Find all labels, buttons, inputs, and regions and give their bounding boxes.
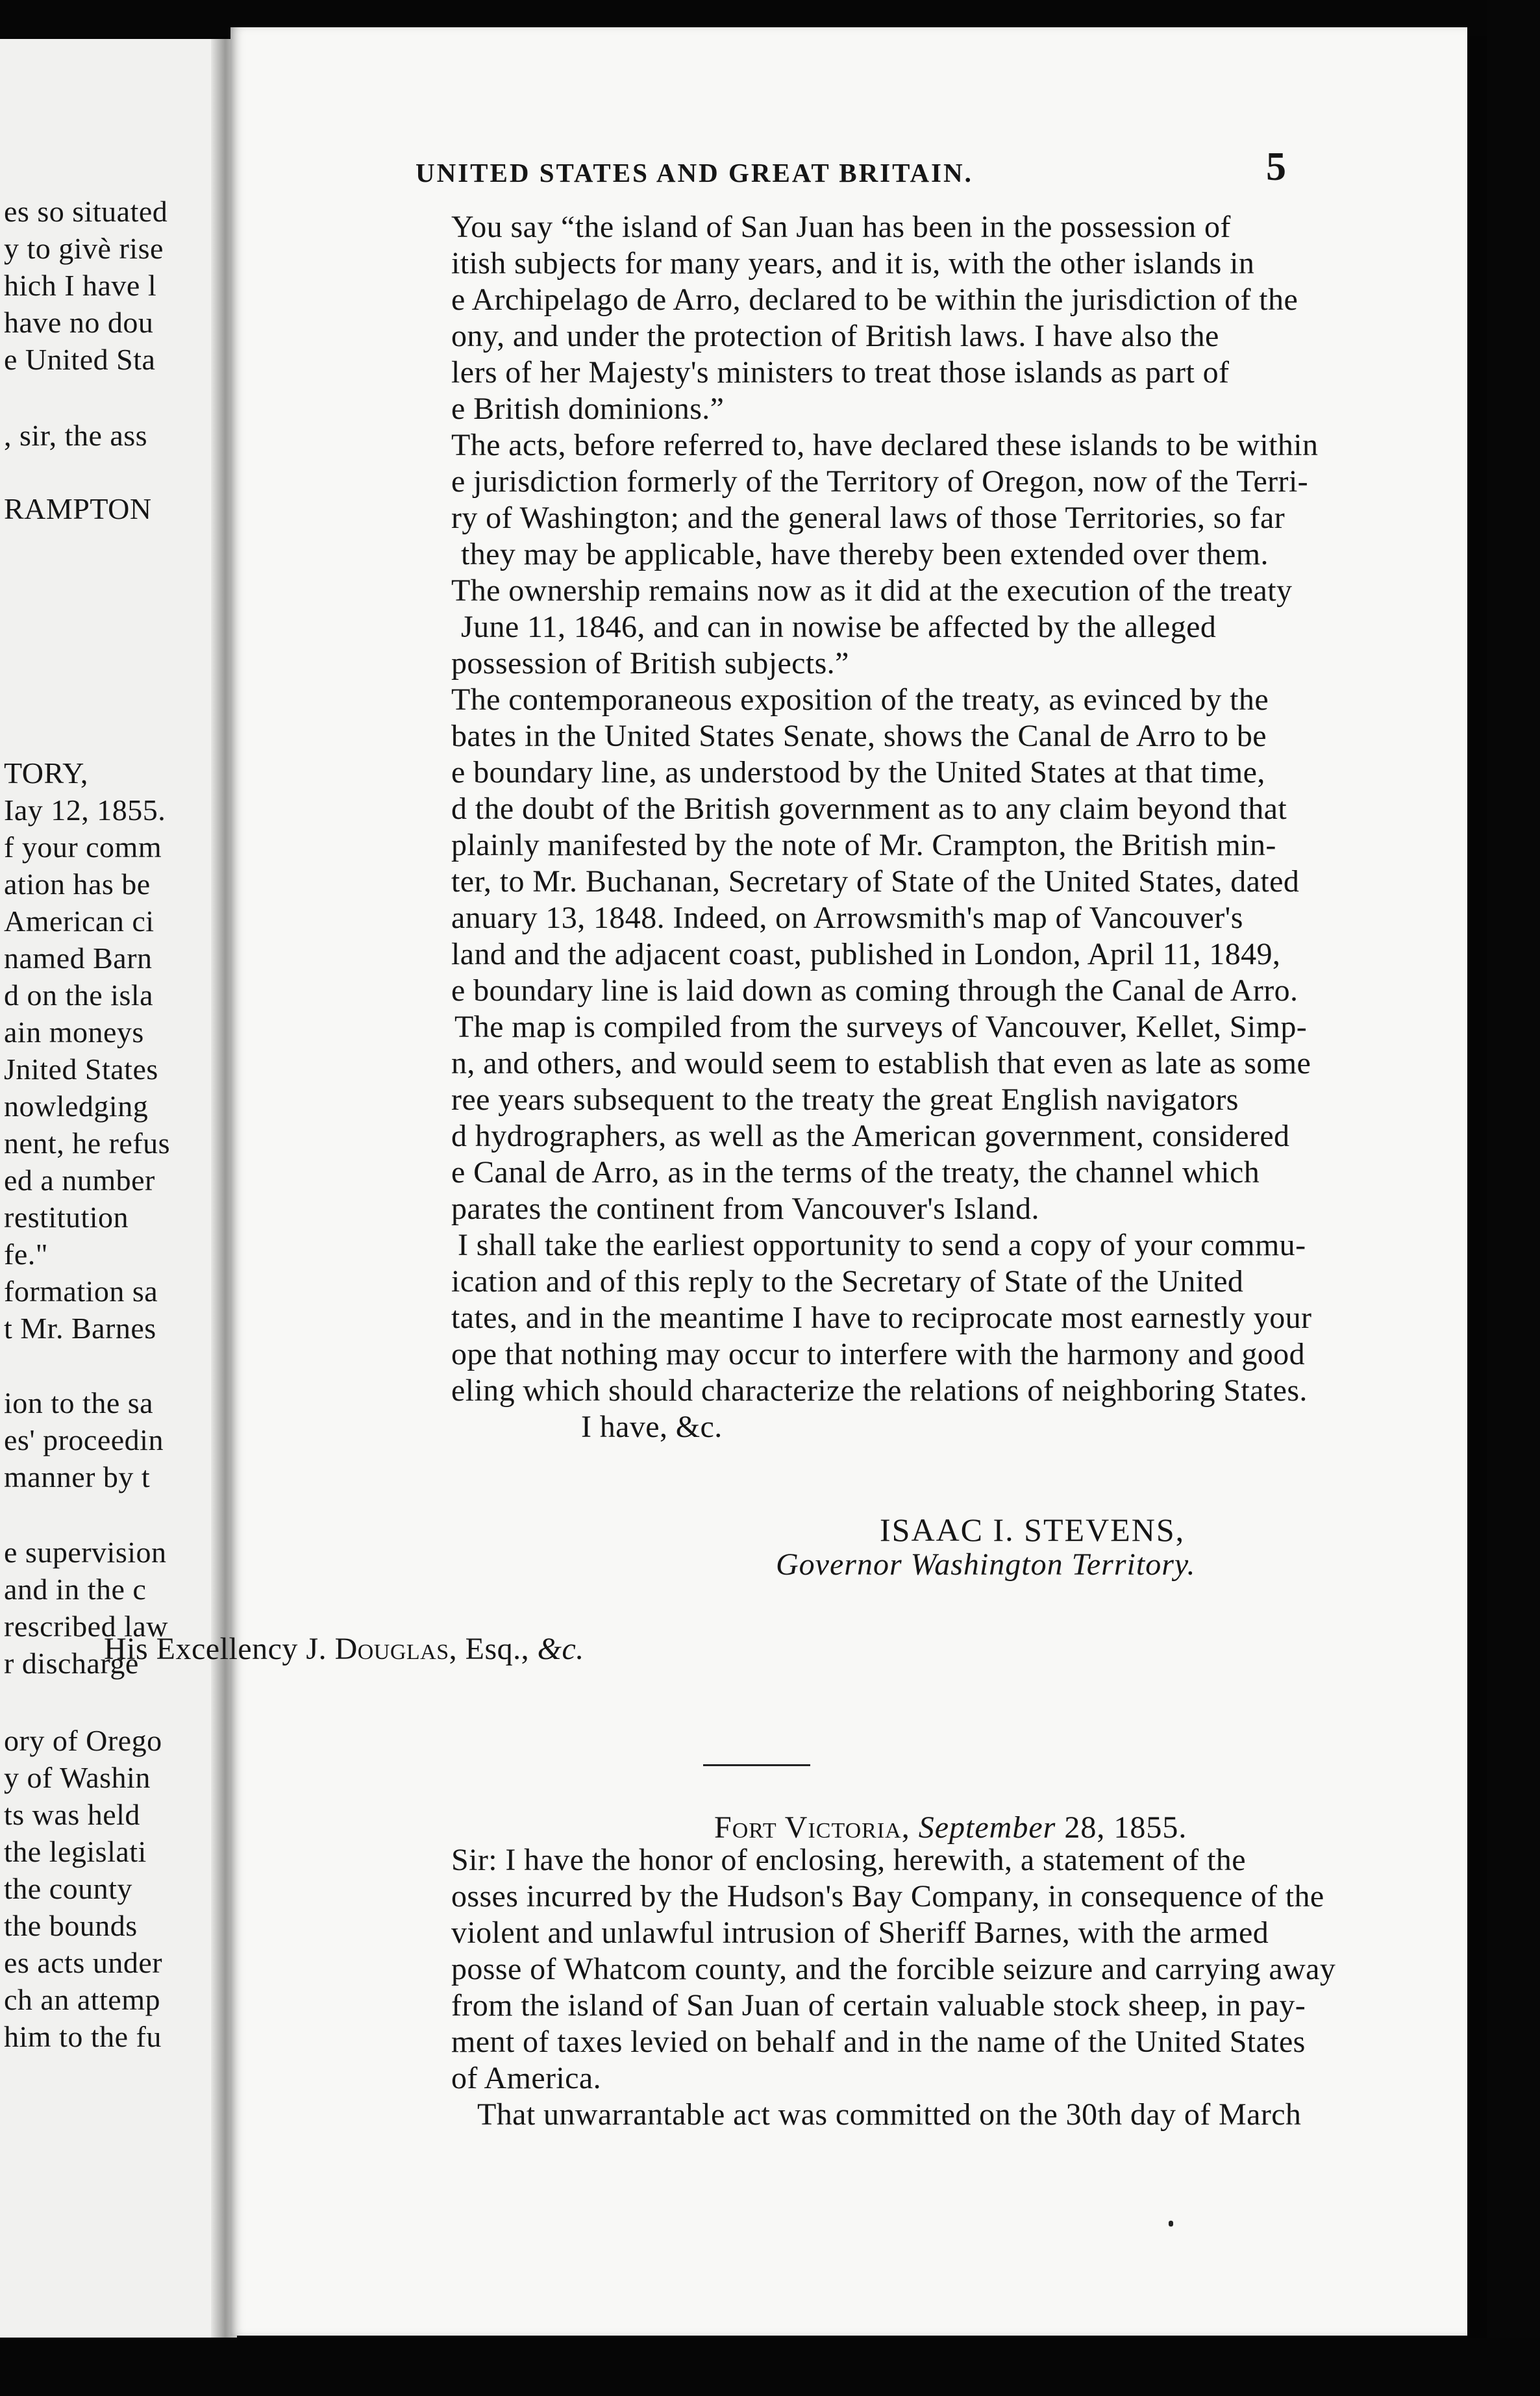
facing-page-line: ation has be bbox=[4, 867, 151, 901]
facing-page-line: TORY, bbox=[4, 756, 88, 790]
body-text-line: n, and others, and would seem to establish that even as late as some bbox=[451, 1046, 1311, 1080]
body-text-line: The ownership remains now as it did at the execution of the treaty bbox=[451, 573, 1293, 608]
facing-page-line: ion to the sa bbox=[4, 1386, 154, 1419]
body-text-line: I have, &c. bbox=[581, 1410, 723, 1444]
section-divider bbox=[703, 1764, 810, 1766]
body-text-line: I shall take the earliest opportunity to send a copy of your commu- bbox=[458, 1228, 1306, 1262]
body-text-line: tates, and in the meantime I have to reciprocate most earnestly your bbox=[451, 1301, 1312, 1335]
scan-speck bbox=[1169, 2221, 1173, 2227]
facing-page-line: nowledging bbox=[4, 1090, 149, 1123]
body-text-line: e Canal de Arro, as in the terms of the treaty, the channel which bbox=[451, 1155, 1260, 1190]
body-text-line: lers of her Majesty's ministers to treat those islands as part of bbox=[451, 355, 1230, 390]
dateline-comma: , bbox=[901, 1810, 919, 1845]
addressee-suffix: , Esq., bbox=[449, 1632, 538, 1666]
signature-name: ISAAC I. STEVENS, bbox=[880, 1512, 1186, 1548]
facing-page-line: American ci bbox=[4, 905, 155, 938]
facing-page-line: formation sa bbox=[4, 1275, 158, 1308]
body-text-line: land and the adjacent coast, published in London, April 11, 1849, bbox=[451, 937, 1281, 971]
dateline-place: Fort Victoria bbox=[714, 1810, 902, 1845]
body-text-line: ope that nothing may occur to interfere with the harmony and good bbox=[451, 1337, 1305, 1371]
facing-page-line: es so situated bbox=[4, 195, 168, 228]
body-text-line: e British dominions.” bbox=[451, 392, 725, 426]
body-text-line: eling which should characterize the relations of neighboring States. bbox=[451, 1373, 1308, 1408]
body-text-line: The acts, before referred to, have declared these islands to be within bbox=[451, 428, 1319, 462]
addressee-name: Douglas bbox=[334, 1632, 449, 1666]
addressee-etc: &c. bbox=[537, 1632, 584, 1666]
facing-page-line: f your comm bbox=[4, 830, 162, 864]
body-text-line: anuary 13, 1848. Indeed, on Arrowsmith's map of Vancouver's bbox=[451, 901, 1243, 935]
addressee bbox=[104, 1631, 584, 1667]
body-text-line: plainly manifested by the note of Mr. Crampton, the British min- bbox=[451, 828, 1276, 862]
body-text-line: d the doubt of the British government as to any claim beyond that bbox=[451, 792, 1287, 826]
body-text-line: itish subjects for many years, and it is, with the other islands in bbox=[451, 246, 1255, 281]
facing-page-line: Jnited States bbox=[4, 1053, 158, 1086]
facing-page-line: have no dou bbox=[4, 306, 154, 339]
body-text-line: You say “the island of San Juan has been in the possession of bbox=[451, 210, 1231, 244]
scan-border-bottom bbox=[0, 2338, 1540, 2396]
facing-page-line: es' proceedin bbox=[4, 1423, 164, 1456]
signature-title: Governor Washington Territory. bbox=[776, 1547, 1196, 1582]
facing-page-line: es acts under bbox=[4, 1946, 163, 1979]
facing-page-line: RAMPTON bbox=[4, 492, 152, 525]
facing-page-line: y of Washin bbox=[4, 1761, 151, 1794]
body-text-line: bates in the United States Senate, shows the Canal de Arro to be bbox=[451, 719, 1267, 753]
facing-page-line: the county bbox=[4, 1872, 132, 1905]
scan-border-right bbox=[1487, 0, 1540, 2396]
facing-page-line: y to givè rise bbox=[4, 232, 164, 265]
facing-page-line: the legislati bbox=[4, 1835, 147, 1868]
facing-page-line: ch an attemp bbox=[4, 1983, 161, 2016]
facing-page-line: named Barn bbox=[4, 942, 153, 975]
facing-page-line: rescribed law bbox=[4, 1610, 168, 1643]
dateline-month: September bbox=[918, 1810, 1056, 1845]
body-text-line: possession of British subjects.” bbox=[451, 646, 849, 680]
facing-page-line: hich I have l bbox=[4, 269, 157, 302]
body-text-line: Sir: I have the honor of enclosing, herewith, a statement of the bbox=[451, 1843, 1246, 1877]
facing-page-fragment bbox=[0, 39, 221, 2338]
facing-page-line: manner by t bbox=[4, 1460, 151, 1493]
dateline bbox=[714, 1810, 1187, 1845]
body-text-line: ment of taxes levied on behalf and in the name of the United States bbox=[451, 2025, 1306, 2059]
dateline-year: 28, 1855. bbox=[1056, 1810, 1187, 1845]
facing-page-line: the bounds bbox=[4, 1909, 138, 1942]
body-text-line: ter, to Mr. Buchanan, Secretary of State of the United States, dated bbox=[451, 864, 1300, 899]
body-text-line: ree years subsequent to the treaty the great English navigators bbox=[451, 1082, 1239, 1117]
facing-page-line: nent, he refus bbox=[4, 1127, 171, 1160]
body-text-line: e Archipelago de Arro, declared to be within the jurisdiction of the bbox=[451, 282, 1298, 317]
page-number: 5 bbox=[1266, 145, 1286, 189]
body-text-line: ony, and under the protection of British laws. I have also the bbox=[451, 319, 1219, 353]
facing-page-line: e supervision bbox=[4, 1536, 167, 1569]
addressee-prefix: His Excellency J. bbox=[104, 1632, 335, 1666]
body-text-line: June 11, 1846, and can in nowise be affected by the alleged bbox=[461, 610, 1217, 644]
facing-page-line: fe." bbox=[4, 1238, 49, 1271]
body-text-line: violent and unlawful intrusion of Sheriff Barnes, with the armed bbox=[451, 1916, 1269, 1950]
facing-page-line: ed a number bbox=[4, 1164, 155, 1197]
body-text-line: e boundary line, as understood by the United States at that time, bbox=[451, 755, 1265, 790]
running-head: UNITED STATES AND GREAT BRITAIN. bbox=[416, 158, 973, 188]
body-text-line: ry of Washington; and the general laws of those Territories, so far bbox=[451, 501, 1285, 535]
facing-page-line: e United Sta bbox=[4, 343, 156, 376]
body-text-line: posse of Whatcom county, and the forcible seizure and carrying away bbox=[451, 1952, 1336, 1986]
body-text-line: The map is compiled from the surveys of Vancouver, Kellet, Simp- bbox=[454, 1010, 1308, 1044]
body-text-line: The contemporaneous exposition of the treaty, as evinced by the bbox=[451, 682, 1269, 717]
body-text-line: e jurisdiction formerly of the Territory of Oregon, now of the Terri- bbox=[451, 464, 1309, 499]
body-text-line: d hydrographers, as well as the American government, considered bbox=[451, 1119, 1290, 1153]
facing-page-line: , sir, the ass bbox=[4, 419, 148, 452]
facing-page-line: him to the fu bbox=[4, 2020, 162, 2053]
facing-page-line: ory of Orego bbox=[4, 1724, 162, 1757]
body-text-line: That unwarrantable act was committed on the 30th day of March bbox=[477, 2097, 1302, 2132]
body-text-line: ication and of this reply to the Secretary of State of the United bbox=[451, 1264, 1244, 1299]
main-page bbox=[104, 27, 1467, 2336]
facing-page-line: ts was held bbox=[4, 1798, 140, 1831]
body-text-line: they may be applicable, have thereby been extended over them. bbox=[461, 537, 1269, 571]
facing-page-line: r discharge bbox=[4, 1647, 139, 1680]
body-text-line: parates the continent from Vancouver's Island. bbox=[451, 1192, 1039, 1226]
body-text-line: osses incurred by the Hudson's Bay Company, in consequence of the bbox=[451, 1879, 1324, 1914]
facing-page-line: t Mr. Barnes bbox=[4, 1312, 156, 1345]
facing-page-line: ain moneys bbox=[4, 1016, 144, 1049]
facing-page-line: d on the isla bbox=[4, 979, 154, 1012]
facing-page-line: Iay 12, 1855. bbox=[4, 793, 166, 827]
body-text-line: from the island of San Juan of certain valuable stock sheep, in pay- bbox=[451, 1988, 1306, 2023]
facing-page-line: and in the c bbox=[4, 1573, 147, 1606]
body-text-line: of America. bbox=[451, 2061, 601, 2095]
facing-page-line: restitution bbox=[4, 1201, 129, 1234]
body-text-line: e boundary line is laid down as coming through the Canal de Arro. bbox=[451, 973, 1298, 1008]
